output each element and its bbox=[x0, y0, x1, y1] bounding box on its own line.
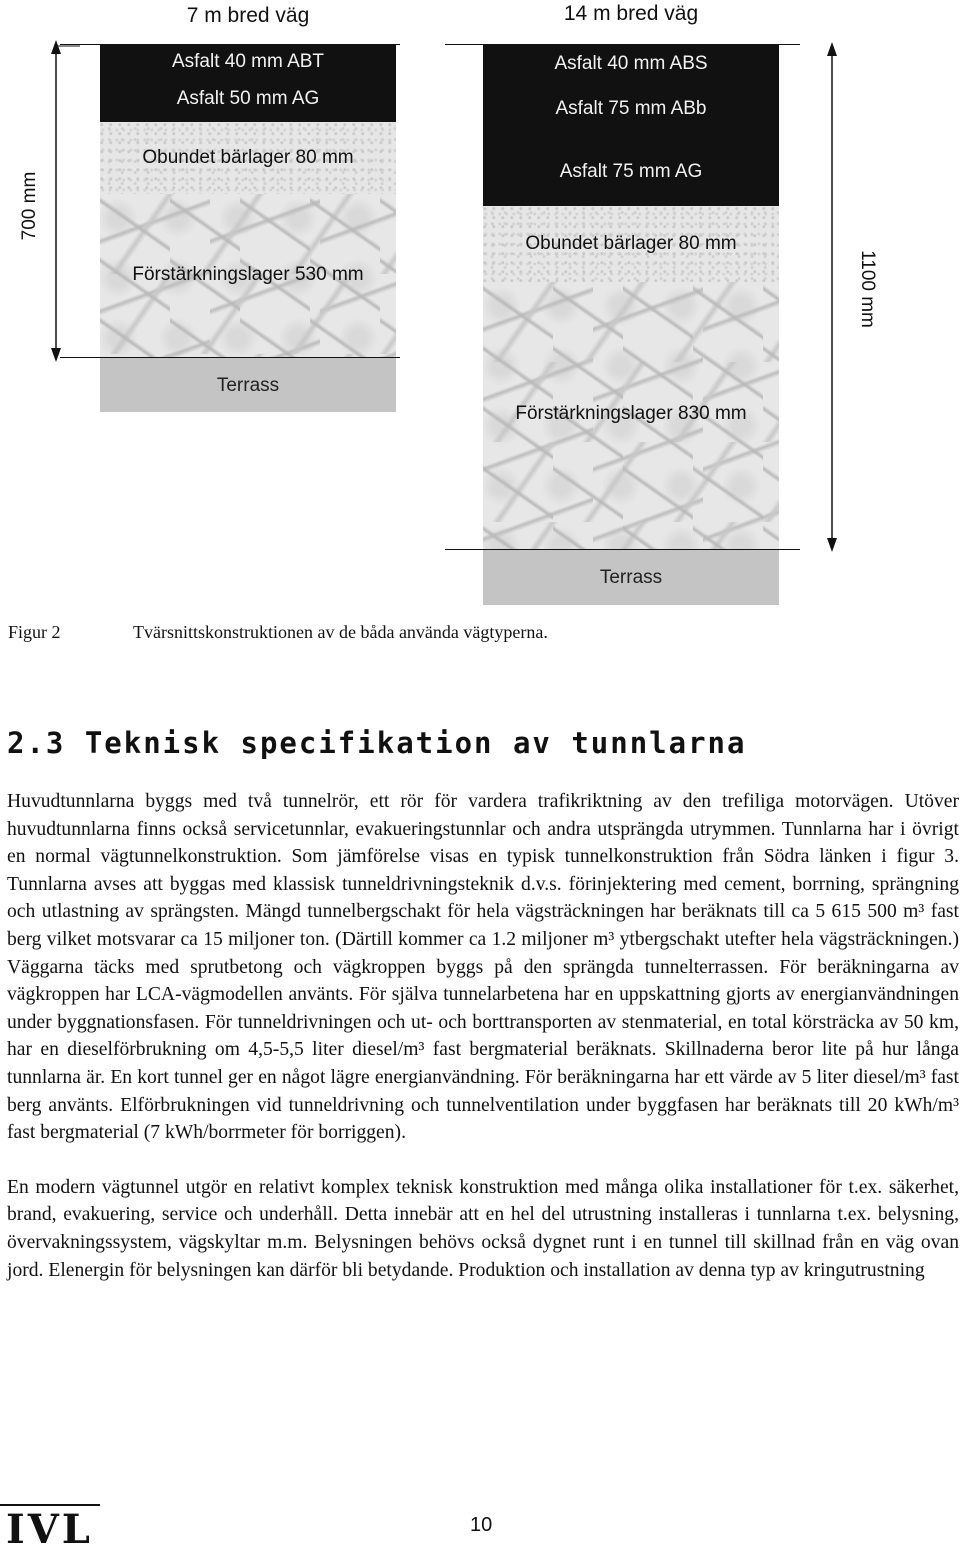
section-body bbox=[7, 788, 959, 1284]
road7-reinforcement-label: Förstärkningslager 530 mm bbox=[132, 264, 364, 285]
dimension-arrow-1100 bbox=[812, 40, 852, 554]
road14-reinforcement-label: Förstärkningslager 830 mm bbox=[515, 403, 747, 424]
road7-title: 7 m bred väg bbox=[186, 4, 310, 27]
road14-base-layer bbox=[483, 206, 779, 282]
road14-asphalt-layer bbox=[483, 44, 779, 206]
road7-asphalt-2: Asfalt 50 mm AG bbox=[176, 88, 320, 109]
road14-terrace-label: Terrass bbox=[599, 567, 663, 588]
road7-asphalt-layer bbox=[100, 44, 396, 122]
figure-caption-text: Tvärsnittskonstruktionen av de båda använda vägtyperna. bbox=[133, 622, 548, 642]
road14-reinforcement-layer bbox=[483, 282, 779, 550]
ivl-logo: IVL bbox=[6, 1506, 93, 1553]
road7-base-layer bbox=[100, 122, 396, 194]
dimension-arrow-700 bbox=[40, 38, 80, 364]
dimension-label-700: 700 mm bbox=[19, 171, 40, 241]
road7-terrace-label: Terrass bbox=[216, 375, 280, 396]
road14-base-label: Obundet bärlager 80 mm bbox=[525, 233, 737, 254]
road14-asphalt-2: Asfalt 75 mm ABb bbox=[555, 98, 707, 119]
section-heading: 2.3 Teknisk specifikation av tunnlarna bbox=[7, 726, 747, 760]
road7-reinforcement-layer bbox=[100, 194, 396, 358]
paragraph-2: En modern vägtunnel utgör en relativt komplex teknisk konstruktion med många olika installationer för t.ex. säkerhet, brand, evakuering, service och underhåll. Detta innebär att en hel del utrustning installeras i tunnlarna t.ex. belysning, övervakningssystem, vägskyltar m.m. Belysningen behövs också dygnet runt i en tunnel till skillnad från en väg ovan jord. Elenergin för belysningen kan därför bli betydande. Produktion och installation av denna typ av kringutrustning bbox=[7, 1176, 959, 1281]
road14-asphalt-1: Asfalt 40 mm ABS bbox=[554, 53, 708, 74]
road14-terrace-layer bbox=[483, 550, 779, 605]
road7-base-label: Obundet bärlager 80 mm bbox=[142, 147, 354, 168]
road14-title: 14 m bred väg bbox=[563, 2, 699, 25]
road7-asphalt-1: Asfalt 40 mm ABT bbox=[171, 51, 325, 72]
figure-caption-label: Figur 2 bbox=[8, 622, 61, 642]
road7-terrace-layer bbox=[100, 358, 396, 412]
page-number: 10 bbox=[470, 1514, 493, 1536]
dimension-label-1100: 1100 mm bbox=[857, 250, 878, 328]
road14-asphalt-3: Asfalt 75 mm AG bbox=[559, 161, 703, 182]
paragraph-1: Huvudtunnlarna byggs med två tunnelrör, ett rör för vardera trafikriktning av den trefiliga motorvägen. Utöver huvudtunnlarna finns också servicetunnlar, evakueringstunnlar och andra utsprängda utrymmen. Tunnlarna har i övrigt en normal vägtunnelkonstruktion. Som jämförelse visas en typisk tunnelkonstruktion från Södra länken i figur 3. Tunnlarna avses att byggas med klassisk tunneldrivningsteknik d.v.s. förinjektering med cement, borrning, sprängning och utlastning av sprängsten. Mängd tunnelbergschakt för hela vägsträckningen har beräknats till ca 5 615 500 m³ fast berg vilket motsvarar ca 15 miljoner ton. (Därtill kommer ca 1.2 miljoner m³ ytbergschakt utefter hela vägsträckningen.) Väggarna täcks med sprutbetong och vägkroppen byggs på den sprängda tunnelterrassen. För beräkningarna av vägkroppen har LCA-vägmodellen använts. För själva tunnelarbetena har en uppskattning gjorts av energianvändningen under byggnationsfasen. För tunneldrivningen och ut- och borttransporten av stenmaterial, en total körsträcka av 50 km, har en dieselförbrukning om 4,5-5,5 liter diesel/m³ fast bergmaterial beräknats. Skillnaderna beror lite på hur långa tunnlarna är. En kort tunnel ger en något lägre energianvändning. För beräkningarna har ett värde av 5 liter diesel/m³ fast berg använts. Elförbrukningen vid tunneldrivning och tunnelventilation under byggfasen har beräknats till 20 kWh/m³ fast bergmaterial (7 kWh/borrmeter för borriggen). bbox=[7, 791, 959, 1144]
